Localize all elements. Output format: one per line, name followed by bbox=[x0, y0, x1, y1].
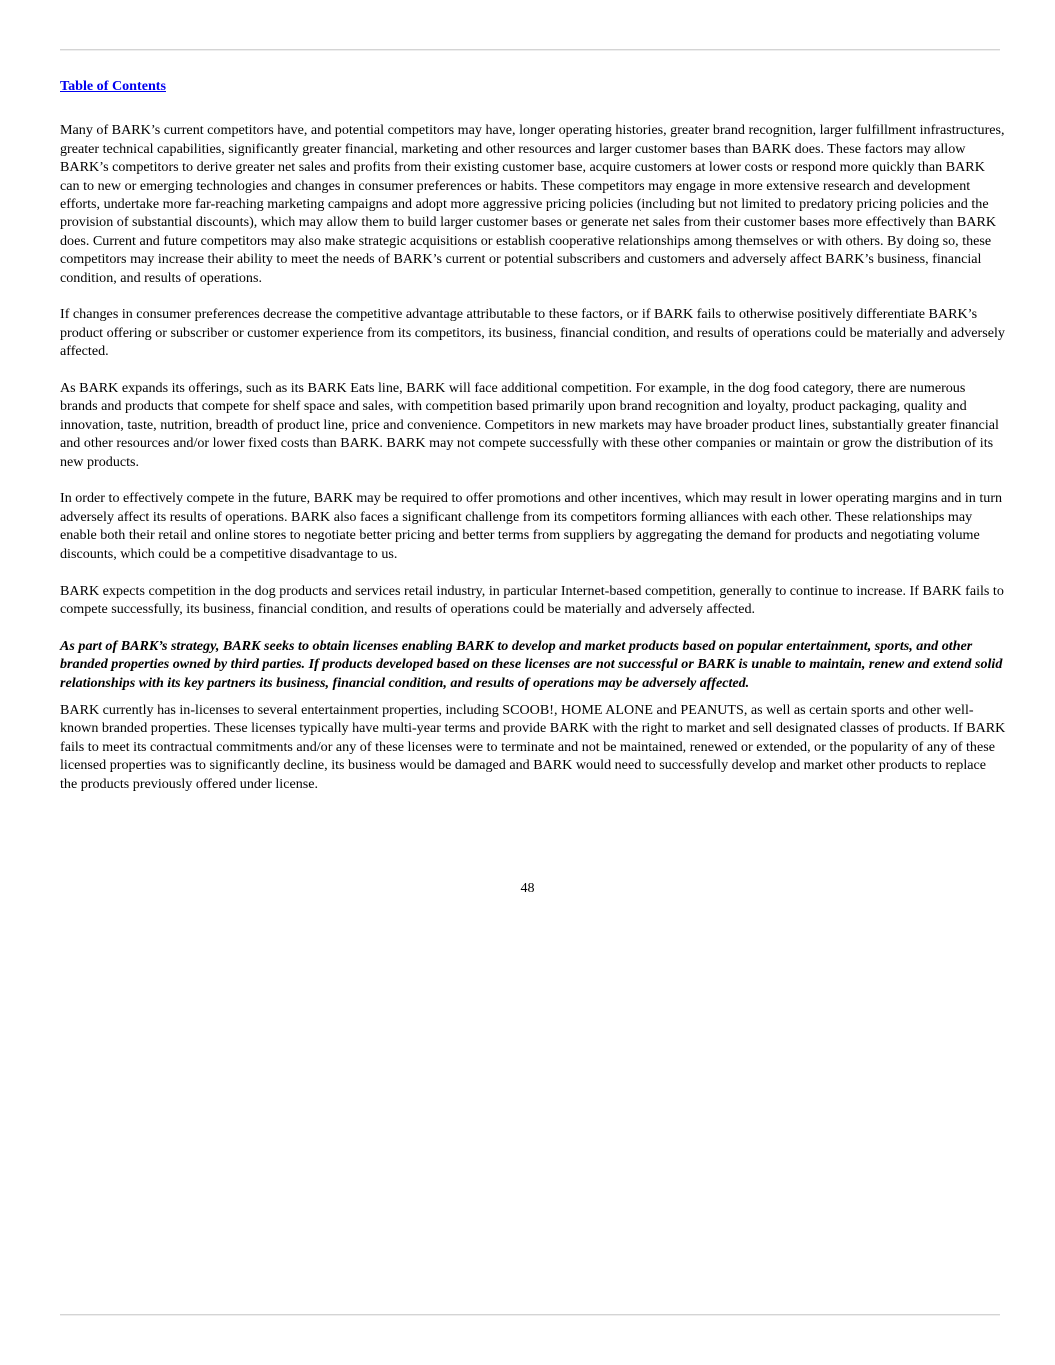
table-of-contents-link[interactable]: Table of Contents bbox=[60, 78, 166, 94]
document-body bbox=[60, 77, 1006, 811]
paragraph-competition-increase: BARK expects competition in the dog products and services retail industry, in particular Internet-based competition, generally to continue to increase. If BARK fails to compete successfully, its business, financial condition, and results of operations could be materially and adversely affected. bbox=[60, 582, 1004, 617]
paragraph-competitors: Many of BARK’s current competitors have, and potential competitors may have, longer operating histories, greater brand recognition, larger fulfillment infrastructures, greater technical capabilities, significantly greater financial, marketing and other resources and larger customer bases than BARK does. These factors may allow BARK’s competitors to derive greater net sales and profits from their existing customer base, acquire customers at lower costs or respond more quickly than BARK can to new or emerging technologies and changes in consumer preferences or habits. These competitors may engage in more extensive research and development efforts, undertake more far-reaching marketing campaigns and adopt more aggressive pricing policies (including but not limited to predatory pricing policies and the provision of substantial discounts), which may allow them to build larger customer bases or generate net sales from their customer bases more effectively than BARK does. Current and future competitors may also make strategic acquisitions or establish cooperative relationships among themselves or with others. By doing so, these competitors may increase their ability to meet the needs of BARK’s current or potential subscribers and customers and adversely affect BARK’s business, financial condition, and results of operations. bbox=[60, 122, 1005, 286]
bottom-divider bbox=[60, 1314, 1000, 1316]
page-number: 48 bbox=[520, 880, 535, 896]
paragraph-bark-eats: As BARK expands its offerings, such as its BARK Eats line, BARK will face additional competition. For example, in the dog food category, there are numerous brands and products that compete for shelf space and sales, with competition based primarily upon brand recognition and loyalty, product packaging, quality and innovation, taste, nutrition, breadth of product line, price and convenience. Competitors in new markets may have broader product lines, substantially greater financial and other resources and/or lower fixed costs than BARK. BARK may not compete successfully with these other companies or maintain or grow the distribution of its new products. bbox=[60, 380, 999, 470]
top-divider bbox=[60, 49, 1000, 51]
paragraph-licenses: BARK currently has in-licenses to several entertainment properties, including SCOOB!, HOME ALONE and PEANUTS, as well as certain sports and other well-known branded properties. These licenses typically have multi-year terms and provide BARK with the right to market and sell designated classes of products. If BARK fails to meet its contractual commitments and/or any of these licenses were to terminate and not be maintained, renewed or extended, or the popularity of any of these licensed properties was to significantly decline, its business would be damaged and BARK would need to successfully develop and market other products to replace the products previously offered under license. bbox=[60, 701, 1006, 792]
paragraph-consumer-preferences: If changes in consumer preferences decrease the competitive advantage attributable to these factors, or if BARK fails to otherwise positively differentiate BARK’s product offering or subscriber or customer experience from its competitors, its business, financial condition, and results of operations could be materially and adversely affected. bbox=[60, 306, 1005, 360]
risk-factor-heading: As part of BARK’s strategy, BARK seeks to obtain licenses enabling BARK to develop and market products based on popular entertainment, sports, and other branded properties owned by third parties. If products developed based on these licenses are not successful or BARK is unable to maintain, renew and extend solid relationships with its key partners its business, financial condition, and results of operations may be adversely affected. bbox=[60, 637, 1003, 691]
paragraph-promotions: In order to effectively compete in the future, BARK may be required to offer promotions and other incentives, which may result in lower operating margins and in turn adversely affect its results of operations. BARK also faces a significant challenge from its competitors forming alliances with each other. These relationships may enable both their retail and online stores to negotiate better pricing and better terms from suppliers by aggregating the demand for products and negotiating volume discounts, which could be a competitive disadvantage to us. bbox=[60, 490, 1003, 562]
